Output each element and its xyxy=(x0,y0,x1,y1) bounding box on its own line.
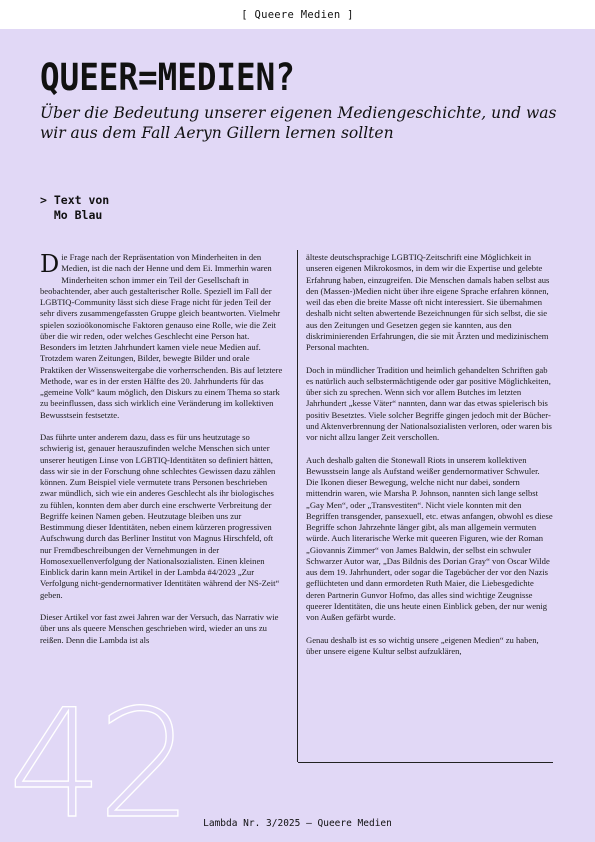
author-byline xyxy=(40,193,109,223)
author-line-label: > Text von xyxy=(40,193,110,207)
paragraph: Das führte unter anderem dazu, dass es für uns heutzutage so schwierig ist, genauer herauszufinden welche Menschen sich unter unserer heutigen Linse von LGBTIQ-Identitäten so definiert hätten, dass wir sie in der Forschung ohne schlechtes Gewissen dazu zählen können. Zum Beispiel viele vermutete trans Personen beschrieben zwar mündlich, sich wie ein anderes Geschlecht als ihr biologisches zu fühlen, konnten dem aber durch eine erschwerte Verbreitung der Begriffe keinen Namen geben. Heutzutage bleiben uns zur Bestimmung dieser Identitäten, neben einem kürzeren progressiven Aufschwung durch das Berliner Institut von Magnus Hirschfeld, oft nur Fremdbeschreibungen der Vernehmungen in der Homosexuellenverfolgung der Nationalsozialisten. Einen kleinen Einblick darin kann mein Artikel in der Lambda #4/2023 „Zur Verfolgung nicht-gendernormativer Identitäten während der NS-Zeit“ geben. xyxy=(40,432,280,600)
article-title: QUEER=MEDIEN? xyxy=(40,56,295,99)
section-label: [ Queere Medien ] xyxy=(241,9,354,21)
column-bottom-rule xyxy=(298,762,553,763)
paragraph: Genau deshalb ist es so wichtig unsere „eigenen Medien“ zu haben, über unsere eigene Kultur selbst aufzuklären, xyxy=(306,634,539,656)
page-footer: Lambda Nr. 3/2025 – Queere Medien xyxy=(203,818,392,829)
paragraph: älteste deutschsprachige LGBTIQ-Zeitschrift eine Möglichkeit in unseren eigenen Mikrokosmos, in dem wir die Expertise und gelebte Erfahrung haben, einzugreifen. Die Menschen damals haben selbst aus den (Massen-)Medien nicht über ihre eigene Sprache erfahren können, weil das eben die breite Masse oft nicht interessiert. Sie übernahmen deshalb nicht selten abwertende Bezeichnungen für sich selbst, die sie aus den Zeitungen und Gesetzen gegen sie kannten, aus den diskriminierenden Erfahrungen, die sie mit Ärzten und medizinischem Personal machten. xyxy=(306,252,550,352)
paragraph-text: ie Frage nach der Repräsentation von Minderheiten in den Medien, ist die nach der Henne und dem Ei. Immerhin waren Minderheiten schon immer ein Teil der Gesellschaft in beobachtender, aber auch gestalterischer Rolle. Speziell im Fall der LGBTIQ-Community lässt sich diese Frage nicht für jeden Teil der sehr divers zusammengefassten Gruppe gleich beantworten. Vielmehr spielen sozioökonomische Faktoren genauso eine Rolle, wie die Zeit über die wir reden, oder welches Geschlecht eine Person hat. Besonders im letzten Jahrhundert kamen viele neue Medien auf. Trotzdem waren Zeitungen, Bilder, bewegte Bilder und orale Praktiken der Wissensweitergabe die vorherrschenden. Bis auf letztere Methode, war es in der ersten Hälfte des 20. Jahrhunderts für das „gemeine Volk“ kaum möglich, den Diskurs zu einem Thema so stark zu beeinflussen, dass sich wirklich eine Veränderung im kollektiven Bewusstsein festsetzte. xyxy=(40,252,283,420)
text-column-right xyxy=(306,252,553,668)
paragraph: Dieser Artikel vor fast zwei Jahren war der Versuch, das Narrativ wie über uns als queere Menschen geschrieben wird, wieder an uns zu reißen. Denn die Lambda ist als xyxy=(40,612,279,645)
column-divider xyxy=(297,250,298,762)
article-subtitle: Über die Bedeutung unserer eigenen Mediengeschichte, und was wir aus dem Fall Aeryn Gillern lernen sollten xyxy=(40,104,557,142)
author-name: Mo Blau xyxy=(40,208,103,222)
paragraph: Auch deshalb galten die Stonewall Riots in unserem kollektiven Bewusstsein lange als Aufstand weißer gendernormativer Schwuler. Die Ikonen dieser Bewegung, welche nicht nur dabei, sondern mittendrin waren, wie Marsha P. Johnson, nannten sich lange selbst „Gay Men“, oder „Transvestiten“. Nicht viele konnten mit den Begriffen transgender, pansexuell, etc. etwas anfangen, obwohl es diese Begriffe schon Jahrzehnte länger gibt, als man allgemein vermuten würde. Auch literarische Werke mit queeren Figuren, wie der Roman „Giovannis Zimmer“ von James Baldwin, der selbst ein schwuler Schwarzer Autor war, „Das Bildnis des Dorian Gray“ von Oscar Wilde aus dem 19. Jahrhundert, oder sogar die Tagebücher der vor den Nazis geflüchteten und dann ermordeten Ruth Maier, die Liebesgedichte deren Partnerin Gunvor Hofmo, das alles sind wichtige Zeugnisse queerer Identitäten, die uns heute einen Einblick geben, der nur wenig von Außen gefärbt wurde. xyxy=(306,454,553,622)
paragraph: Doch in mündlicher Tradition und heimlich gehandelten Schriften gab es natürlich auch selbstermächtigende oder gar positive Möglichkeiten, über sich zu sprechen. Wenn sich vor allem Butches im letzten Jahrhundert „kesse Väter“ nannten, dann war das etwas spielerisch bis positiv Besetztes. Viele solcher Begriffe gingen jedoch mit der Bücher- und Aktenverbrennung der Nationalsozialisten verloren, oder waren bis vor nicht allzu langer Zeit verschollen. xyxy=(306,364,552,442)
page-number: 42 xyxy=(8,678,187,842)
text-column-left xyxy=(40,252,283,657)
drop-cap: D xyxy=(40,250,60,278)
paragraph xyxy=(40,252,283,421)
